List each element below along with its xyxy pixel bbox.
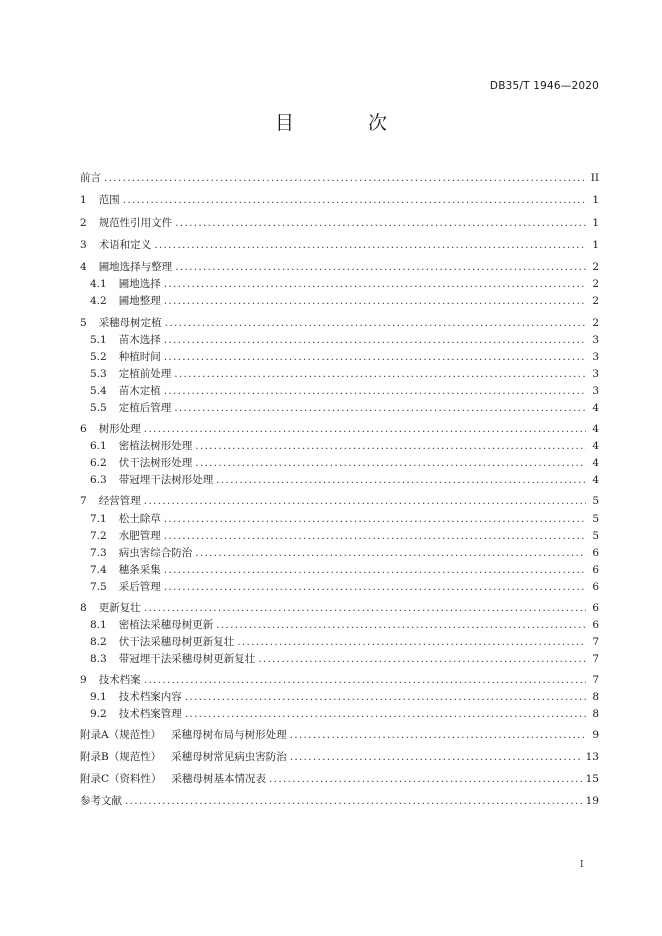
toc-entry-page: 13: [585, 751, 599, 763]
toc-entry-number: 4: [80, 261, 87, 273]
toc-entry[interactable]: [90, 690, 599, 704]
toc-entry-number: 3: [80, 239, 87, 251]
toc-entry-page: 6: [592, 547, 599, 559]
toc-entry-title: 密植法采穗母树更新: [118, 619, 214, 631]
toc-entry-title: 范围: [98, 194, 120, 206]
toc-entry-title: 病虫害综合防治: [118, 547, 193, 559]
toc-entry[interactable]: [90, 618, 599, 632]
toc-entry-page: 9: [592, 729, 599, 741]
toc-entry-page: II: [590, 172, 599, 184]
toc-entry-number: 5.1: [90, 334, 107, 346]
toc-entry-number: 6.2: [90, 457, 107, 469]
toc-entry[interactable]: [80, 750, 599, 764]
toc-entry-page: 7: [592, 653, 599, 665]
toc-entry-page: 7: [592, 674, 599, 686]
toc-leader-dots: [174, 367, 586, 381]
toc-entry-title: 圃地选择与整理: [98, 261, 173, 273]
page-number: I: [580, 860, 584, 870]
toc-entry-number: 8.3: [90, 653, 107, 665]
toc-entry[interactable]: [80, 216, 599, 230]
toc-entry-title: 穗条采集: [118, 564, 161, 576]
toc-entry[interactable]: [90, 546, 599, 560]
toc-leader-dots: [258, 652, 586, 666]
toc-entry-number: 5.4: [90, 385, 107, 397]
toc-entry-number: 5: [80, 317, 87, 329]
toc-entry[interactable]: [90, 401, 599, 415]
toc-entry-title: 技术档案管理: [118, 708, 182, 720]
toc-entry[interactable]: [90, 333, 599, 347]
toc-entry-number: 7.4: [90, 564, 107, 576]
toc-entry-page: 6: [592, 564, 599, 576]
toc-entry-title: 术语和定义: [98, 239, 152, 251]
toc-entry-number: 7.2: [90, 530, 107, 542]
toc-leader-dots: [195, 439, 586, 453]
toc-entry[interactable]: [90, 563, 599, 577]
toc-leader-dots: [144, 422, 586, 436]
toc-entry-number: 7.5: [90, 581, 107, 593]
toc-entry-number: 7.1: [90, 513, 107, 525]
toc-entry[interactable]: [90, 367, 599, 381]
toc-entry-page: 1: [592, 194, 599, 206]
toc-entry-page: 2: [592, 278, 599, 290]
toc-entry[interactable]: [80, 772, 599, 786]
toc-entry-title: 采穗母树布局与树形处理: [171, 729, 287, 741]
toc-entry[interactable]: [90, 384, 599, 398]
toc-entry-title: 技术档案内容: [118, 691, 182, 703]
toc-entry[interactable]: [90, 580, 599, 594]
toc-entry[interactable]: [90, 456, 599, 470]
toc-entry-number: 6.3: [90, 474, 107, 486]
toc-leader-dots: [164, 563, 586, 577]
toc-entry-page: 3: [592, 334, 599, 346]
toc-leader-dots: [104, 171, 586, 185]
toc-leader-dots: [164, 512, 586, 526]
toc-entry-title: 采穗母树常见病虫害防治: [171, 751, 287, 763]
toc-entry-title: 带冠埋干法树形处理: [118, 474, 214, 486]
toc-entry[interactable]: [90, 707, 599, 721]
toc-entry[interactable]: [80, 171, 599, 185]
toc-leader-dots: [216, 473, 586, 487]
toc-entry-number: 6: [80, 423, 87, 435]
toc-entry-title: 带冠埋干法采穗母树更新复壮: [118, 653, 256, 665]
toc-entry-page: 2: [592, 261, 599, 273]
toc-entry[interactable]: [90, 439, 599, 453]
toc-entry[interactable]: [80, 728, 599, 742]
toc-entry[interactable]: [80, 601, 599, 615]
toc-entry-title: 采穗母树定植: [98, 317, 162, 329]
toc-entry-title: 定植后管理: [118, 402, 172, 414]
toc-entry-number: 2: [80, 217, 87, 229]
toc-entry-title: 树形处理: [98, 423, 141, 435]
toc-leader-dots: [144, 673, 586, 687]
toc-entry-page: 3: [592, 351, 599, 363]
toc-entry-page: 8: [592, 708, 599, 720]
toc-leader-dots: [125, 794, 583, 808]
toc-leader-dots: [174, 401, 586, 415]
toc-entry-title: 技术档案: [98, 674, 141, 686]
toc-leader-dots: [237, 635, 586, 649]
toc-leader-dots: [290, 728, 586, 742]
toc-leader-dots: [164, 580, 586, 594]
toc-entry-number: 6.1: [90, 440, 107, 452]
toc-entry[interactable]: [80, 193, 599, 207]
toc-entry-title: 经营管理: [98, 495, 141, 507]
toc-entry-title: 密植法树形处理: [118, 440, 193, 452]
toc-entry-page: 1: [592, 217, 599, 229]
toc-leader-dots: [290, 750, 583, 764]
toc-entry-title: 圃地整理: [118, 295, 161, 307]
toc-entry-number: 9: [80, 674, 87, 686]
toc-entry[interactable]: [80, 260, 599, 274]
toc-entry-number: 9.2: [90, 708, 107, 720]
toc-entry-number: 1: [80, 194, 87, 206]
toc-entry-number: 附录C（资料性）: [80, 773, 162, 785]
toc-entry-title: 前言: [80, 172, 101, 184]
toc-entry[interactable]: [90, 652, 599, 666]
toc-entry-title: 定植前处理: [118, 368, 172, 380]
toc-entry[interactable]: [80, 422, 599, 436]
toc-entry[interactable]: [90, 350, 599, 364]
toc-entry[interactable]: [80, 794, 599, 808]
toc-leader-dots: [154, 238, 586, 252]
toc-entry-page: 2: [592, 317, 599, 329]
toc-entry-number: 9.1: [90, 691, 107, 703]
toc-leader-dots: [144, 601, 586, 615]
toc-leader-dots: [185, 690, 586, 704]
toc-leader-dots: [164, 294, 586, 308]
toc-entry[interactable]: [80, 494, 599, 508]
toc-entry-title: 伏干法采穗母树更新复壮: [118, 636, 235, 648]
toc-entry-page: 5: [592, 513, 599, 525]
toc-entry-page: 4: [592, 423, 599, 435]
toc-entry[interactable]: [80, 673, 599, 687]
toc-leader-dots: [164, 350, 586, 364]
toc-entry-number: 7: [80, 495, 87, 507]
toc-entry-title: 参考文献: [80, 795, 122, 807]
toc-entry-title: 种植时间: [118, 351, 161, 363]
toc-leader-dots: [195, 546, 586, 560]
toc-leader-dots: [175, 216, 586, 230]
toc-entry-title: 规范性引用文件: [98, 217, 173, 229]
toc-entry-title: 采后管理: [118, 581, 161, 593]
toc-entry-page: 6: [592, 581, 599, 593]
toc-entry-page: 5: [592, 495, 599, 507]
toc-entry-page: 4: [592, 440, 599, 452]
toc-entry[interactable]: [90, 473, 599, 487]
toc-leader-dots: [175, 260, 586, 274]
toc-entry-title: 苗木定植: [118, 385, 161, 397]
toc-leader-dots: [144, 494, 586, 508]
toc-entry-number: 5.3: [90, 368, 107, 380]
toc-entry-page: 7: [592, 636, 599, 648]
toc-entry-page: 2: [592, 295, 599, 307]
toc-leader-dots: [165, 316, 586, 330]
toc-leader-dots: [123, 193, 586, 207]
toc-entry[interactable]: [90, 635, 599, 649]
toc-entry-page: 6: [592, 602, 599, 614]
toc-entry-number: 8: [80, 602, 87, 614]
toc-entry[interactable]: [80, 316, 599, 330]
toc-entry-page: 3: [592, 368, 599, 380]
toc-entry-number: 附录A（规范性）: [80, 729, 162, 741]
toc-entry[interactable]: [90, 294, 599, 308]
toc-entry-page: 8: [592, 691, 599, 703]
toc-entry-number: 8.2: [90, 636, 107, 648]
toc-leader-dots: [164, 529, 586, 543]
toc-leader-dots: [164, 384, 586, 398]
toc-leader-dots: [185, 707, 586, 721]
toc-entry[interactable]: [90, 277, 599, 291]
toc-entry-page: 4: [592, 402, 599, 414]
toc-entry-number: 5.2: [90, 351, 107, 363]
toc-entry[interactable]: [90, 529, 599, 543]
toc-leader-dots: [269, 772, 583, 786]
toc-entry-title: 采穗母树基本情况表: [171, 773, 267, 785]
toc-entry-number: 附录B（规范性）: [80, 751, 162, 763]
toc-entry-number: 8.1: [90, 619, 107, 631]
toc-entry-title: 松土除草: [118, 513, 161, 525]
page-title: 目 次: [274, 112, 422, 134]
toc-entry[interactable]: [90, 512, 599, 526]
toc-leader-dots: [164, 333, 586, 347]
toc-entry-page: 4: [592, 474, 599, 486]
toc-leader-dots: [195, 456, 586, 470]
toc-entry-title: 苗木选择: [118, 334, 161, 346]
toc-entry-number: 5.5: [90, 402, 107, 414]
toc-entry[interactable]: [80, 238, 599, 252]
toc-entry-page: 6: [592, 619, 599, 631]
toc-entry-page: 5: [592, 530, 599, 542]
toc-entry-number: 7.3: [90, 547, 107, 559]
toc-entry-page: 4: [592, 457, 599, 469]
toc-entry-title: 水肥管理: [118, 530, 161, 542]
toc-entry-page: 1: [592, 239, 599, 251]
document-code: DB35/T 1946—2020: [489, 80, 599, 92]
toc-entry-page: 15: [585, 773, 599, 785]
toc-entry-page: 19: [585, 795, 599, 807]
toc-entry-title: 圃地选择: [118, 278, 161, 290]
toc-entry-number: 4.1: [90, 278, 107, 290]
toc-entry-number: 4.2: [90, 295, 107, 307]
toc-leader-dots: [216, 618, 586, 632]
toc-leader-dots: [164, 277, 586, 291]
toc-entry-title: 更新复壮: [98, 602, 141, 614]
toc-entry-title: 伏干法树形处理: [118, 457, 193, 469]
toc-entry-page: 3: [592, 385, 599, 397]
